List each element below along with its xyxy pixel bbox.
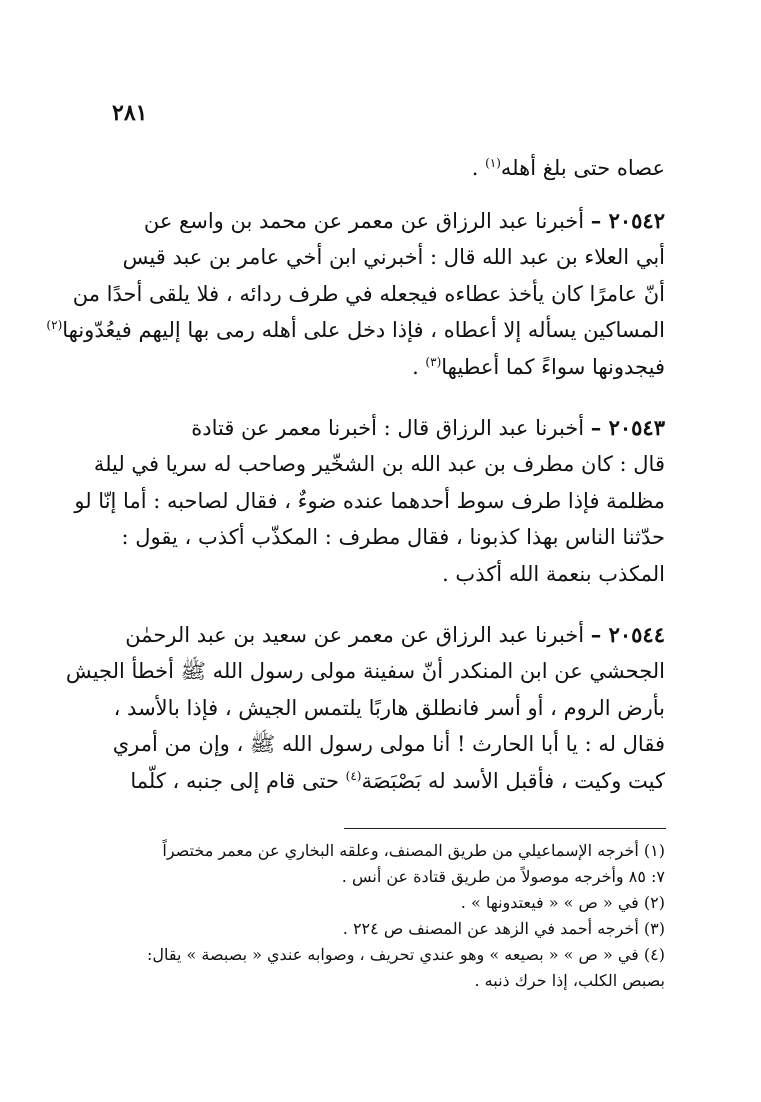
footnote-line: (٤) في « ص » « بصيعه » وهو عندي تحريف ، وصوابه عندي « بصبصة » يقال: bbox=[147, 945, 665, 964]
paragraph-continuation bbox=[115, 150, 665, 186]
footnote-ref[interactable]: (٣) bbox=[425, 354, 442, 369]
text-line: المساكين يسأله إلا أعطاه ، فإذا دخل على أهله رمى بها إليهم فيعُدّونها$^{(٢)}$ bbox=[46, 318, 665, 343]
text-line: عصاه حتى بلغ أهله$^{(١)}$ . bbox=[471, 156, 665, 180]
hadith-20543 bbox=[74, 410, 665, 592]
text-line: مظلمة فإذا طرف سوط أحدهما عنده ضوءٌ ، فقال لصاحبه : أما إنّا لو bbox=[74, 488, 665, 513]
text-line: فيجدونها سواءً كما أعطيها$^{(٣)}$ . bbox=[412, 354, 665, 379]
hadith-20544 bbox=[65, 617, 665, 799]
text-line: بأرض الروم ، أو أسر فانطلق هاربًا يلتمس الجيش ، فإذا بالأسد ، bbox=[113, 695, 665, 720]
footnotes bbox=[115, 838, 665, 994]
text-line: الجحشي عن ابن المنكدر أنّ سفينة مولى رسول الله ﷺ أخطأ الجيش bbox=[65, 659, 665, 684]
page-number: ٢٨١ bbox=[112, 100, 148, 126]
footnote-line: ٧: ٨٥ وأخرجه موصولاً من طريق قتادة عن أنس . bbox=[341, 867, 665, 886]
text-line: حدّثنا الناس بهذا كذبونا ، فقال مطرف : المكذّب أكذب ، يقول : bbox=[121, 525, 665, 550]
footnote-line: (٣) أخرجه أحمد في الزهد عن المصنف ص ٢٢٤ . bbox=[342, 919, 665, 938]
text-line: ٢٠٥٤٤ – أخبرنا عبد الرزاق عن معمر عن سعيد بن عبد الرحمٰن bbox=[125, 622, 665, 647]
hadith-number: ٢٠٥٤٢ – bbox=[590, 208, 665, 233]
footnote-ref[interactable]: (٢) bbox=[46, 318, 63, 333]
footnote-line: بصبص الكلب، إذا حرك ذنبه . bbox=[474, 971, 665, 990]
hadith-20542 bbox=[46, 203, 665, 385]
hadith-number: ٢٠٥٤٣ – bbox=[590, 415, 665, 440]
text-line: أنّ عامرًا كان يأخذ عطاءه فيجعله في طرف ردائه ، فلا يلقى أحدًا من bbox=[72, 281, 665, 306]
text-line: قال : كان مطرف بن عبد الله بن الشخّير وصاحب له سريا في ليلة bbox=[93, 452, 665, 477]
text-line: فقال له : يا أبا الحارث ! أنا مولى رسول الله ﷺ ، وإن من أمري bbox=[112, 732, 665, 757]
footnote-line: (٢) في « ص » « فيعتدونها » . bbox=[460, 893, 665, 912]
text-line: أبي العلاء بن عبد الله قال : أخبرني ابن أخي عامر بن عبد قيس bbox=[122, 245, 665, 270]
footnote-line: (١) أخرجه الإسماعيلي من طريق المصنف، وعلقه البخاري عن معمر مختصراً bbox=[162, 841, 665, 860]
hadith-number: ٢٠٥٤٤ – bbox=[590, 622, 665, 647]
footnote-divider bbox=[344, 828, 666, 829]
footnote-ref[interactable]: (١) bbox=[485, 156, 501, 170]
text-line: ٢٠٥٤٢ – أخبرنا عبد الرزاق عن معمر عن محمد بن واسع عن bbox=[143, 208, 665, 233]
footnote-ref[interactable]: (٤) bbox=[345, 768, 362, 783]
text-line: المكذب بنعمة الله أكذب . bbox=[442, 561, 665, 586]
text-line: ٢٠٥٤٣ – أخبرنا عبد الرزاق قال : أخبرنا معمر عن قتادة bbox=[191, 415, 665, 440]
text-line: كيت وكيت ، فأقبل الأسد له بَصْبَصَة$^{(٤)}$ حتى قام إلى جنبه ، كلّما bbox=[130, 768, 665, 793]
